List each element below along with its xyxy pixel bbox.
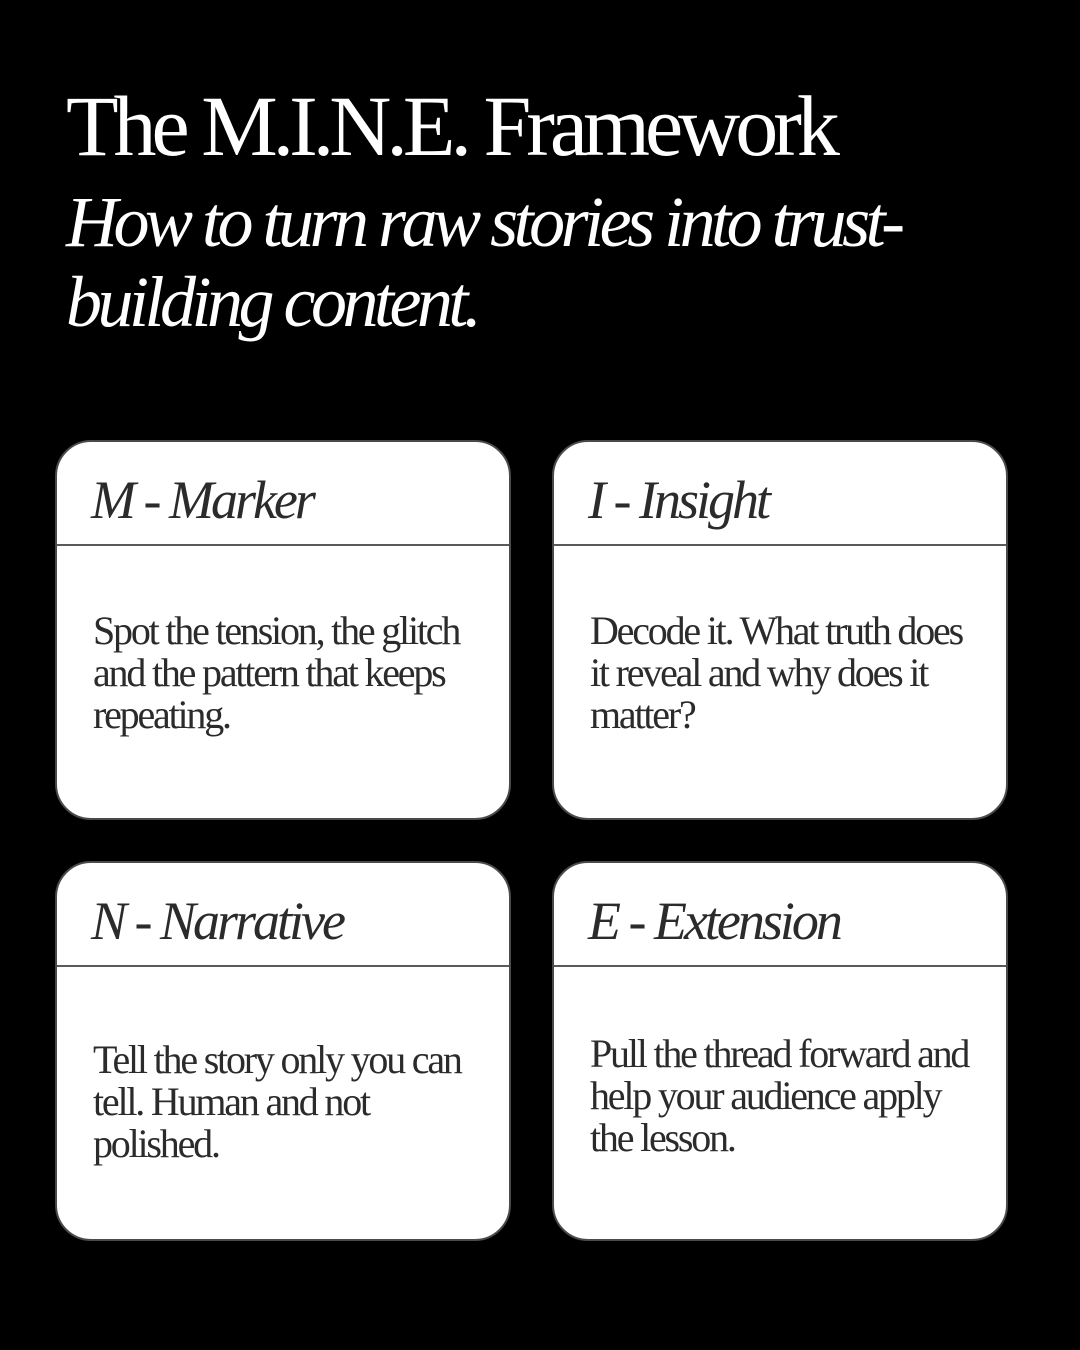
card-extension — [552, 861, 1008, 1241]
card-marker — [55, 440, 511, 820]
card-insight-body: Decode it. What truth does it reveal and why does it matter? — [590, 608, 962, 737]
card-extension-heading: E - Extension — [554, 863, 1006, 967]
card-narrative-heading: N - Narrative — [57, 863, 509, 967]
card-extension-body: Pull the thread forward and help your audience apply the lesson. — [590, 1031, 969, 1160]
card-marker-heading: M - Marker — [57, 442, 509, 546]
page-title: The M.I.N.E. Framework — [66, 78, 835, 174]
card-narrative — [55, 861, 511, 1241]
card-narrative-body: Tell the story only you can tell. Human and not polished. — [93, 1037, 461, 1166]
card-insight-heading: I - Insight — [554, 442, 1006, 546]
card-insight — [552, 440, 1008, 820]
page-subtitle: How to turn raw stories into trust-building content. — [66, 182, 901, 342]
header — [66, 78, 1026, 342]
card-marker-body: Spot the tension, the glitch and the pattern that keeps repeating. — [93, 608, 460, 737]
